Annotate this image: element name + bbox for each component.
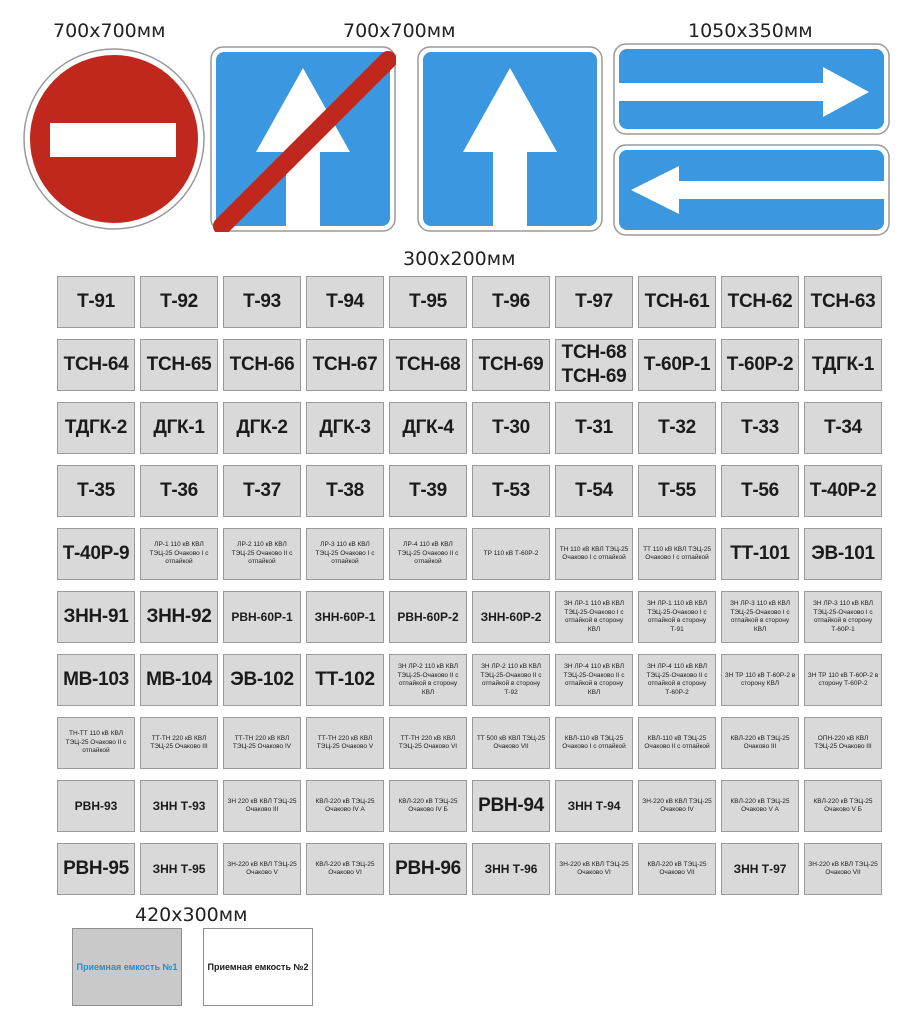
- equipment-plate-label: МВ-103: [63, 669, 129, 690]
- equipment-plate: [472, 591, 550, 643]
- equipment-plate: [472, 276, 550, 328]
- equipment-plate: [140, 717, 218, 769]
- equipment-plate-label: КВЛ-220 кВ ТЭЦ-25 Очаково IV Б: [398, 797, 458, 813]
- equipment-plate-label: ЛР-4 110 кВ КВЛ ТЭЦ-25 Очаково II с отпайкой: [397, 541, 459, 566]
- equipment-plate: [721, 528, 799, 580]
- equipment-plate-label: Т-91: [77, 291, 115, 312]
- equipment-plate: [804, 780, 882, 832]
- equipment-plate: [472, 528, 550, 580]
- equipment-plate: [804, 843, 882, 895]
- equipment-plate: [389, 402, 467, 454]
- equipment-plate: [804, 402, 882, 454]
- equipment-plate-label: ЭВ-102: [230, 669, 294, 690]
- equipment-plate-label: МВ-104: [146, 669, 212, 690]
- equipment-plate-label: ЗН 220 кВ КВЛ ТЭЦ-25 Очаково III: [227, 797, 297, 813]
- equipment-plate-label: ЗНН Т-95: [152, 861, 206, 876]
- equipment-plate-label: КВЛ-220 кВ ТЭЦ-25 Очаково V Б: [813, 797, 873, 813]
- equipment-plate-label: Т-54: [575, 480, 613, 501]
- direction-arrow-right-sign: [613, 43, 890, 135]
- equipment-plate-label: РВН-95: [63, 858, 129, 879]
- equipment-plate: [472, 402, 550, 454]
- equipment-plate-label: Т-31: [575, 417, 613, 438]
- equipment-plate-label: ТСН-66: [229, 354, 295, 375]
- size-label-round-sign: 700x700мм: [53, 20, 166, 42]
- equipment-plate-label: ТДГК-2: [64, 417, 128, 438]
- equipment-plate-label: ТДГК-1: [811, 354, 875, 375]
- equipment-plate: [638, 339, 716, 391]
- equipment-plate: [306, 654, 384, 706]
- equipment-plate-label: ЗН ЛР-1 110 кВ КВЛ ТЭЦ-25-Очаково I с отпайкой в сторону Т-91: [646, 600, 708, 633]
- equipment-plate-label: ТСН-63: [810, 291, 876, 312]
- equipment-plate: [721, 339, 799, 391]
- equipment-plate-label: Т-96: [492, 291, 530, 312]
- equipment-plate-label: ДГК-3: [319, 417, 371, 438]
- equipment-plate-label: Т-40Р-2: [809, 480, 877, 501]
- equipment-plate: [306, 276, 384, 328]
- equipment-plate-label: Т-39: [409, 480, 447, 501]
- equipment-plate-label: Т-56: [741, 480, 779, 501]
- equipment-plate: [140, 780, 218, 832]
- equipment-plate: [555, 402, 633, 454]
- equipment-plate: [472, 843, 550, 895]
- equipment-plate-label: ТР 110 кВ Т-60Р-2: [483, 549, 539, 557]
- equipment-plate: [555, 528, 633, 580]
- equipment-plate: [223, 465, 301, 517]
- equipment-plate: [555, 339, 633, 391]
- equipment-plate: [306, 591, 384, 643]
- equipment-plate-label: РВН-93: [74, 798, 118, 813]
- equipment-plate: [223, 780, 301, 832]
- equipment-plate: [57, 465, 135, 517]
- equipment-plate-label: ЗН ТР 110 кВ Т-60Р-2 в сторону КВЛ: [724, 671, 796, 687]
- equipment-plate-label: КВЛ-110 кВ ТЭЦ-25 Очаково II с отпайкой: [644, 734, 710, 750]
- equipment-plate-label: Т-92: [160, 291, 198, 312]
- equipment-plate-label: ТТ-ТН 220 кВ КВЛ ТЭЦ-25 Очаково IV: [232, 734, 292, 750]
- equipment-plate-label: ОПН-220 кВ КВЛ ТЭЦ-25 Очаково III: [814, 734, 872, 750]
- equipment-plate-label: Т-95: [409, 291, 447, 312]
- one-way-road-sign: [417, 46, 603, 232]
- equipment-plate: [306, 843, 384, 895]
- equipment-plate: [223, 339, 301, 391]
- equipment-plate: [306, 717, 384, 769]
- equipment-plate: [638, 276, 716, 328]
- equipment-plate: [721, 276, 799, 328]
- equipment-plate-label: Т-40Р-9: [62, 543, 130, 564]
- equipment-plate: [57, 717, 135, 769]
- size-label-square-signs: 700x700мм: [343, 20, 456, 42]
- equipment-plate: [57, 402, 135, 454]
- equipment-plate-label: ЗНН Т-94: [567, 798, 621, 813]
- equipment-plate: [721, 843, 799, 895]
- equipment-plate: [223, 654, 301, 706]
- size-label-plates: 300x200мм: [403, 248, 516, 270]
- equipment-plate: [389, 717, 467, 769]
- equipment-plate: [472, 717, 550, 769]
- equipment-plate: [721, 591, 799, 643]
- equipment-plate: [472, 654, 550, 706]
- equipment-plate: [804, 465, 882, 517]
- equipment-plate-label: ЗНН Т-93: [152, 798, 206, 813]
- equipment-plate-label: ТСН-69: [478, 354, 544, 375]
- equipment-plate: [223, 843, 301, 895]
- equipment-plate-label: РВН-94: [478, 795, 544, 816]
- equipment-plate-label: ТТ-ТН 220 кВ КВЛ ТЭЦ-25 Очаково III: [150, 734, 208, 750]
- equipment-plate: [223, 717, 301, 769]
- equipment-plate: [306, 465, 384, 517]
- equipment-plate-label: ТТ-ТН 220 кВ КВЛ ТЭЦ-25 Очаково VI: [398, 734, 458, 750]
- tank-sign-2: [203, 928, 313, 1006]
- equipment-plate-label: ТТ-ТН 220 кВ КВЛ ТЭЦ-25 Очаково V: [316, 734, 374, 750]
- equipment-plate: [140, 276, 218, 328]
- equipment-plate-label: РВН-60Р-2: [397, 609, 459, 624]
- equipment-plate-label: Т-33: [741, 417, 779, 438]
- equipment-plate-label: ЗН-220 кВ КВЛ ТЭЦ-25 Очаково IV: [642, 797, 712, 813]
- equipment-plate-label: ЗН ЛР-2 110 кВ КВЛ ТЭЦ-25-Очаково II с отпайкой в сторону Т-92: [480, 663, 542, 696]
- equipment-plate: [306, 780, 384, 832]
- equipment-plate: [306, 339, 384, 391]
- equipment-plate: [140, 843, 218, 895]
- equipment-plate-label: ЗН ЛР-4 110 кВ КВЛ ТЭЦ-25-Очаково II с отпайкой в сторону Т-60Р-2: [646, 663, 708, 696]
- equipment-plate: [57, 780, 135, 832]
- equipment-plate: [721, 465, 799, 517]
- equipment-plate: [638, 843, 716, 895]
- equipment-plate-label: ЛР-1 110 кВ КВЛ ТЭЦ-25 Очаково I с отпайкой: [149, 541, 209, 566]
- equipment-plate: [804, 591, 882, 643]
- equipment-plate-label: Т-94: [326, 291, 364, 312]
- equipment-plate-label: Т-34: [824, 417, 862, 438]
- equipment-plate-label: РВН-96: [395, 858, 461, 879]
- equipment-plate: [638, 654, 716, 706]
- equipment-plate-label: ТТ-101: [730, 543, 790, 564]
- equipment-plate: [223, 591, 301, 643]
- equipment-plate-label: ЗН ЛР-3 110 кВ КВЛ ТЭЦ-25-Очаково I с отпайкой в сторону КВЛ: [729, 600, 791, 633]
- equipment-plate-label: КВЛ-220 кВ ТЭЦ-25 Очаково V А: [730, 797, 790, 813]
- tank-sign-1: [72, 928, 182, 1006]
- equipment-plate: [638, 402, 716, 454]
- equipment-plate: [140, 339, 218, 391]
- equipment-plate: [555, 465, 633, 517]
- equipment-plate: [140, 402, 218, 454]
- equipment-plate: [223, 276, 301, 328]
- equipment-plate-label: ЛР-3 110 кВ КВЛ ТЭЦ-25 Очаково I с отпайкой: [315, 541, 375, 566]
- equipment-plate-label: ЭВ-101: [811, 543, 875, 564]
- equipment-plate: [389, 465, 467, 517]
- equipment-plate: [472, 465, 550, 517]
- equipment-plate: [389, 843, 467, 895]
- equipment-plate-label: ТТ 110 кВ КВЛ ТЭЦ-25 Очаково I с отпайкой: [643, 545, 711, 561]
- equipment-plates-grid: [57, 276, 882, 897]
- equipment-plate-label: ЗН ЛР-4 110 кВ КВЛ ТЭЦ-25-Очаково II с отпайкой в сторону КВЛ: [563, 663, 625, 696]
- equipment-plate-label: Т-32: [658, 417, 696, 438]
- equipment-plate: [555, 780, 633, 832]
- equipment-plate: [721, 780, 799, 832]
- equipment-plate-label: ДГК-1: [153, 417, 205, 438]
- equipment-plate-label: ТСН-67: [312, 354, 378, 375]
- equipment-plate: [57, 339, 135, 391]
- equipment-plate: [389, 780, 467, 832]
- equipment-plate-label: Т-36: [160, 480, 198, 501]
- equipment-plate-label: ЗНН-92: [146, 606, 212, 627]
- equipment-plate: [472, 780, 550, 832]
- equipment-plate-label: ЗН ЛР-3 110 кВ КВЛ ТЭЦ-25-Очаково I с отпайкой в сторону Т-60Р-1: [812, 600, 874, 633]
- equipment-plate: [638, 780, 716, 832]
- equipment-plate: [306, 528, 384, 580]
- equipment-plate: [140, 528, 218, 580]
- equipment-plate: [804, 654, 882, 706]
- equipment-plate-label: КВЛ-110 кВ ТЭЦ-25 Очаково I с отпайкой: [562, 734, 626, 750]
- equipment-plate-label: ТТ-102: [315, 669, 375, 690]
- tank-sign-1-label: Приемная емкость №1: [76, 962, 178, 972]
- equipment-plate: [638, 591, 716, 643]
- equipment-plate-label: ТСН-64: [63, 354, 129, 375]
- equipment-plate: [57, 276, 135, 328]
- equipment-plate: [306, 402, 384, 454]
- equipment-plate-label: Т-38: [326, 480, 364, 501]
- tank-sign-2-label: Приемная емкость №2: [207, 962, 309, 972]
- equipment-plate-label: КВЛ-220 кВ ТЭЦ-25 Очаково VII: [647, 860, 707, 876]
- equipment-plate-label: ТН-ТТ 110 кВ КВЛ ТЭЦ-25 Очаково II с отпайкой: [65, 730, 127, 755]
- size-label-wide-signs: 1050x350мм: [688, 20, 813, 42]
- equipment-plate: [721, 717, 799, 769]
- equipment-plate-label: ЗН-220 кВ КВЛ ТЭЦ-25 Очаково V: [227, 860, 297, 876]
- equipment-plate-label: ТСН-68 ТСН-69: [561, 342, 627, 387]
- equipment-plate-label: Т-55: [658, 480, 696, 501]
- equipment-plate-label: РВН-60Р-1: [231, 609, 293, 624]
- equipment-plate: [140, 465, 218, 517]
- equipment-plate-label: ЗНН-60Р-1: [314, 609, 376, 624]
- equipment-plate: [389, 528, 467, 580]
- equipment-plate-label: ЗНН Т-97: [733, 861, 787, 876]
- equipment-plate: [804, 528, 882, 580]
- equipment-plate: [223, 528, 301, 580]
- equipment-plate-label: ТН 110 кВ КВЛ ТЭЦ-25 Очаково I с отпайкой: [559, 545, 629, 561]
- equipment-plate-label: ЛР-2 110 кВ КВЛ ТЭЦ-25 Очаково II с отпайкой: [231, 541, 293, 566]
- equipment-plate-label: ТСН-65: [146, 354, 212, 375]
- equipment-plate: [555, 843, 633, 895]
- equipment-plate: [638, 717, 716, 769]
- equipment-plate: [223, 402, 301, 454]
- equipment-plate: [638, 528, 716, 580]
- end-of-one-way-road-sign: [210, 46, 396, 232]
- equipment-plate: [638, 465, 716, 517]
- equipment-plate-label: Т-53: [492, 480, 530, 501]
- equipment-plate-label: ЗН ЛР-1 110 кВ КВЛ ТЭЦ-25-Очаково I с отпайкой в сторону КВЛ: [563, 600, 625, 633]
- equipment-plate-label: ТСН-68: [395, 354, 461, 375]
- equipment-plate-label: ТСН-62: [727, 291, 793, 312]
- equipment-plate: [555, 276, 633, 328]
- equipment-plate: [140, 654, 218, 706]
- equipment-plate-label: Т-30: [492, 417, 530, 438]
- equipment-plate-label: Т-93: [243, 291, 281, 312]
- equipment-plate: [804, 339, 882, 391]
- equipment-plate-label: ТСН-61: [644, 291, 710, 312]
- equipment-plate-label: ТТ 500 кВ КВЛ ТЭЦ-25 Очаково VII: [476, 734, 546, 750]
- equipment-plate-label: ЗНН-60Р-2: [480, 609, 542, 624]
- no-entry-sign: [22, 47, 206, 231]
- equipment-plate-label: ЗН ЛР-2 110 кВ КВЛ ТЭЦ-25-Очаково II с отпайкой в сторону КВЛ: [397, 663, 459, 696]
- equipment-plate-label: Т-35: [77, 480, 115, 501]
- equipment-plate-label: КВЛ-220 кВ ТЭЦ-25 Очаково VI: [315, 860, 375, 876]
- equipment-plate-label: КВЛ-220 кВ ТЭЦ-25 Очаково III: [730, 734, 790, 750]
- equipment-plate-label: ДГК-2: [236, 417, 288, 438]
- equipment-plate: [389, 591, 467, 643]
- equipment-plate-label: Т-37: [243, 480, 281, 501]
- equipment-plate-label: ДГК-4: [402, 417, 454, 438]
- equipment-plate-label: ЗНН-91: [63, 606, 129, 627]
- equipment-plate-label: ЗН-220 кВ КВЛ ТЭЦ-25 Очаково VII: [808, 860, 878, 876]
- equipment-plate: [555, 654, 633, 706]
- equipment-plate-label: ЗНН Т-96: [484, 861, 538, 876]
- equipment-plate-label: Т-60Р-1: [643, 354, 711, 375]
- equipment-plate: [804, 276, 882, 328]
- equipment-plate: [472, 339, 550, 391]
- direction-arrow-left-sign: [613, 144, 890, 236]
- size-label-tanks: 420x300мм: [135, 904, 248, 926]
- equipment-plate: [555, 717, 633, 769]
- equipment-plate-label: Т-97: [575, 291, 613, 312]
- equipment-plate: [389, 276, 467, 328]
- equipment-plate: [389, 654, 467, 706]
- equipment-plate: [140, 591, 218, 643]
- equipment-plate: [721, 654, 799, 706]
- equipment-plate: [555, 591, 633, 643]
- equipment-plate: [57, 843, 135, 895]
- equipment-plate: [389, 339, 467, 391]
- equipment-plate: [57, 528, 135, 580]
- equipment-plate: [57, 591, 135, 643]
- equipment-plate: [57, 654, 135, 706]
- equipment-plate-label: Т-60Р-2: [726, 354, 794, 375]
- equipment-plate-label: ЗН-220 кВ КВЛ ТЭЦ-25 Очаково VI: [559, 860, 629, 876]
- equipment-plate: [721, 402, 799, 454]
- equipment-plate-label: КВЛ-220 кВ ТЭЦ-25 Очаково IV А: [315, 797, 375, 813]
- equipment-plate: [804, 717, 882, 769]
- equipment-plate-label: ЗН ТР 110 кВ Т-60Р-2 в сторону Т-60Р-2: [807, 671, 879, 687]
